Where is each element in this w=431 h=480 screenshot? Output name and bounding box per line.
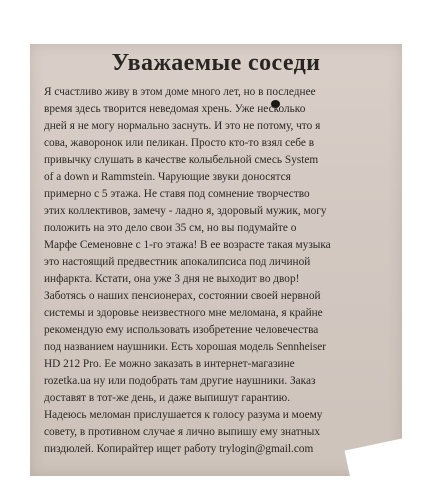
notice-line: rozetka.ua ну или подобрать там другие наушники. Заказ: [44, 375, 316, 387]
notice-line: of a down и Rammstein. Чарующие звуки доносятся: [44, 171, 291, 183]
notice-line: этих коллективов, замечу - ладно я, здоровый мужик, могу: [44, 205, 327, 217]
notice-line: привычку слушать в качестве колыбельной смесь System: [44, 154, 319, 166]
notice-line: положить на это дело свои 35 см, но вы подумайте о: [44, 222, 297, 234]
notice-line: примерно с 5 этажа. Не ставя под сомнение творчество: [44, 188, 310, 200]
notice-line: сова, жаворонок или пеликан. Просто кто-то взял себе в: [44, 137, 315, 149]
notice-line: Заботясь о наших пенсионерах, состоянии своей нервной: [44, 290, 321, 302]
notice-line: под названием наушники. Есть хорошая модель Sennheiser: [44, 341, 326, 353]
notice-line: Марфе Семеновне с 1-го этажа! В ее возрасте такая музыка: [44, 239, 331, 251]
paper-notice: [30, 44, 402, 476]
notice-line: время здесь творится неведомая хрень. Уже несколько: [44, 103, 306, 115]
notice-line: Я счастливо живу в этом доме много лет, но в последнее: [44, 86, 316, 98]
notice-line: Надеюсь меломан прислушается к голосу разума и моему: [44, 409, 323, 421]
notice-line: пиздюлей. Копирайтер ищет работу trylogin@gmail.com: [44, 443, 314, 455]
notice-line: системы и здоровье неизвестного мне меломана, я крайне: [44, 307, 323, 319]
notice-line: совету, в противном случае я лично выпишу ему знатных: [44, 426, 321, 438]
notice-line: HD 212 Pro. Ее можно заказать в интернет-магазине: [44, 358, 295, 370]
notice-line: доставят в тот-же день, и даже выпишут гарантию.: [44, 392, 291, 404]
notice-line: дней я не могу нормально заснуть. И это не потому, что я: [44, 120, 321, 132]
notice-line: инфаркта. Кстати, она уже 3 дня не выходит во двор!: [44, 273, 300, 285]
notice-line: это настоящий предвестник апокалипсиса под личиной: [44, 256, 311, 268]
notice-title: Уважаемые соседи: [111, 50, 321, 76]
notice-line: рекомендую ему использовать изобретение человечества: [44, 324, 319, 336]
